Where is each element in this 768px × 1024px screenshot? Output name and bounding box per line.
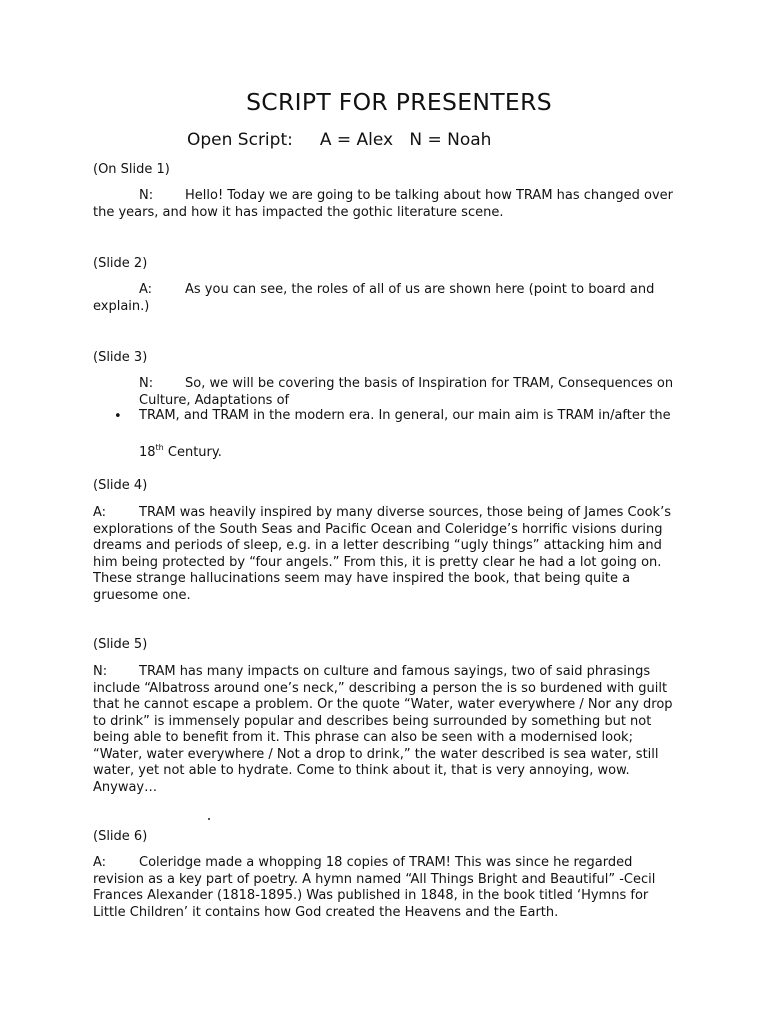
stray-dot bbox=[208, 818, 210, 820]
slide-4-label: (Slide 4) bbox=[93, 478, 148, 493]
speaker-label: A: bbox=[93, 855, 107, 870]
paragraph-line: him being protected by “four angels.” From this, it is pretty clear he had a lot going on. bbox=[93, 554, 662, 570]
century-word: Century. bbox=[163, 445, 222, 460]
paragraph-line: Little Children’ it contains how God created the Heavens and the Earth. bbox=[93, 904, 559, 920]
paragraph-line: So, we will be covering the basis of Inspiration for TRAM, Consequences on bbox=[185, 376, 674, 391]
paragraph-line: TRAM has many impacts on culture and famous sayings, two of said phrasings bbox=[139, 664, 651, 679]
paragraph-line: revision as a key part of poetry. A hymn named “All Things Bright and Beautiful” -Cecil bbox=[93, 871, 656, 887]
slide-3-paragraph bbox=[139, 376, 679, 409]
speaker-label: N: bbox=[139, 188, 154, 203]
slide-3-label: (Slide 3) bbox=[93, 350, 148, 365]
ordinal-suffix: th bbox=[155, 443, 164, 452]
slide-6-label: (Slide 6) bbox=[93, 829, 148, 844]
slide-5-label: (Slide 5) bbox=[93, 637, 148, 652]
slide-1-label: (On Slide 1) bbox=[93, 162, 170, 177]
paragraph-line: the years, and how it has impacted the gothic literature scene. bbox=[93, 204, 504, 220]
paragraph-line: include “Albatross around one’s neck,” describing a person the is so burdened with guilt bbox=[93, 680, 668, 696]
page-title: SCRIPT FOR PRESENTERS bbox=[246, 88, 552, 116]
speaker-label: A: bbox=[139, 282, 153, 297]
paragraph-line: to drink” is immensely popular and describes being surrounded by something but not bbox=[93, 713, 652, 729]
speaker-label: N: bbox=[93, 664, 108, 679]
paragraph-line: explain.) bbox=[93, 298, 150, 314]
page-subtitle: Open Script: A = Alex N = Noah bbox=[187, 130, 492, 150]
slide-2-label: (Slide 2) bbox=[93, 256, 148, 271]
paragraph-line: Hello! Today we are going to be talking about how TRAM has changed over bbox=[185, 188, 674, 203]
slide-1-paragraph bbox=[93, 188, 678, 221]
paragraph-line: “Water, water everywhere / Not a drop to drink,” the water described is sea water, still bbox=[93, 746, 659, 762]
paragraph-line: Coleridge made a whopping 18 copies of TRAM! This was since he regarded bbox=[139, 855, 633, 870]
speaker-label: A: bbox=[93, 505, 107, 520]
slide-5-paragraph bbox=[93, 664, 678, 796]
paragraph-line: dreams and periods of sleep, e.g. in a letter describing “ugly things” attacking him and bbox=[93, 538, 662, 553]
paragraph-line: water, yet not able to hydrate. Come to think about it, that is very annoying, wow. bbox=[93, 763, 630, 778]
paragraph-line: TRAM, and TRAM in the modern era. In general, our main aim is TRAM in/after the bbox=[139, 408, 671, 423]
paragraph-line: As you can see, the roles of all of us are shown here (point to board and bbox=[185, 282, 655, 297]
slide-6-paragraph bbox=[93, 855, 678, 921]
century-number: 18 bbox=[139, 445, 156, 460]
paragraph-line: TRAM was heavily inspired by many diverse sources, those being of James Cook’s bbox=[139, 505, 671, 520]
paragraph-line: gruesome one. bbox=[93, 587, 191, 603]
slide-2-paragraph bbox=[93, 282, 678, 315]
paragraph-line: explorations of the South Seas and Pacific Ocean and Coleridge’s horrific visions during bbox=[93, 521, 663, 537]
century-line bbox=[139, 445, 222, 462]
paragraph-line: These strange hallucinations seem may have inspired the book, that being quite a bbox=[93, 571, 631, 586]
bullet-marker: • bbox=[114, 409, 122, 424]
paragraph-line: being able to benefit from it. This phrase can also be seen with a modernised look; bbox=[93, 730, 633, 745]
paragraph-line: Culture, Adaptations of bbox=[139, 392, 290, 408]
paragraph-line: Frances Alexander (1818-1895.) Was published in 1848, in the book titled ‘Hymns for bbox=[93, 888, 649, 903]
paragraph-line: Anyway… bbox=[93, 779, 158, 795]
speaker-label: N: bbox=[139, 376, 154, 391]
slide-4-paragraph bbox=[93, 505, 678, 604]
paragraph-line: that he cannot escape a problem. Or the quote “Water, water everywhere / Nor any drop bbox=[93, 697, 673, 712]
